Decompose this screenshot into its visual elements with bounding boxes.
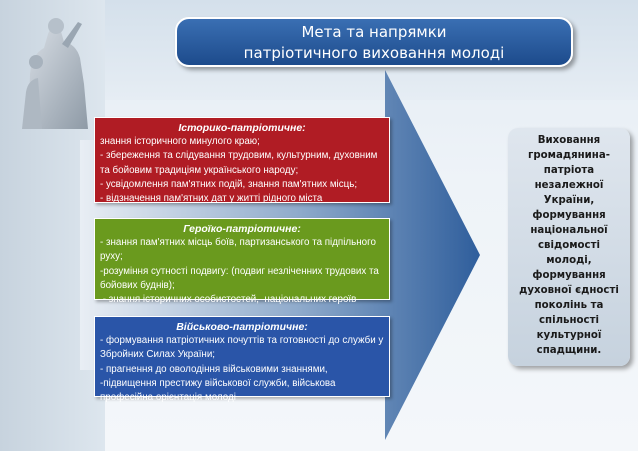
military-line: професійна орієнтація молоді	[100, 392, 236, 404]
historical-line: - збереження та слідування трудовим, культурним, духовним	[100, 150, 378, 162]
goal-line: національної	[530, 225, 608, 236]
goal-line: спільності	[539, 315, 599, 326]
goal-box	[508, 128, 630, 366]
goal-line: громадянина-	[528, 150, 610, 161]
goal-line: України,	[543, 195, 595, 206]
historical-line: знання історичного минулого краю;	[100, 136, 260, 148]
heroic-line: - знання історичних особистостей, національних героїв	[100, 294, 357, 306]
military-patriotic-box	[94, 316, 390, 404]
historical-heading: Історико-патріотичне:	[178, 122, 306, 134]
goal-line: патріота	[543, 165, 595, 176]
historical-line: та бойовим традиціям українського народу;	[100, 164, 299, 176]
title-line-1: Мета та напрямки	[301, 23, 447, 41]
goal-line: спадщини.	[536, 345, 602, 356]
goal-line: Виховання	[537, 135, 601, 146]
goal-line: поколінь та	[534, 300, 604, 311]
military-heading: Військово-патріотичне:	[176, 321, 308, 333]
military-line: - формування патріотичних почуттів та готовності до служби у	[100, 335, 384, 347]
goal-line: незалежної	[534, 180, 604, 191]
military-line: Збройних Силах України;	[100, 349, 216, 361]
heroic-patriotic-box	[94, 218, 390, 306]
goal-line: формування	[532, 210, 606, 221]
title-banner	[175, 17, 573, 67]
heroic-line: -розуміння сутності подвигу: (подвиг незліченних трудових та	[100, 265, 379, 277]
military-line: -підвищення престижу військової служби, військова	[100, 377, 336, 389]
title-line-2: патріотичного виховання молоді	[243, 44, 505, 62]
goal-line: культурної	[536, 330, 602, 341]
heroic-line: бойових буднів);	[100, 279, 175, 291]
heroic-heading: Героїко-патріотичне:	[183, 223, 301, 235]
heroic-line: руху;	[100, 251, 123, 263]
goal-line: молоді,	[546, 255, 592, 266]
goal-line: духовної єдності	[519, 285, 619, 296]
military-line: - прагнення до оволодіння військовими знаннями,	[100, 363, 328, 375]
heroic-line: - знання пам'ятних місць боїв, партизанського та підпільного	[100, 237, 376, 249]
goal-line: свідомості	[538, 240, 600, 251]
historical-line: - усвідомлення пам'ятних подій, знання пам'ятних місць;	[100, 178, 358, 190]
historical-patriotic-box	[94, 117, 390, 203]
historical-line: - відзначення пам'ятних дат у житті рідного міста	[100, 193, 323, 205]
goal-line: формування	[532, 270, 606, 281]
